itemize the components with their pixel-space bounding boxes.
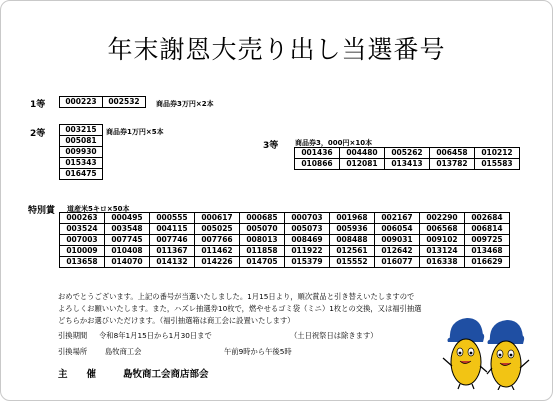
third-prize-table bbox=[294, 147, 520, 170]
winning-number: 010009 bbox=[60, 246, 105, 257]
winning-number: 004480 bbox=[340, 148, 385, 159]
winning-number: 002167 bbox=[375, 213, 420, 224]
second-prize-label: 2等 bbox=[30, 129, 46, 139]
winning-number: 013658 bbox=[60, 257, 105, 268]
special-prize-note: 道産米5キロ×50本 bbox=[67, 205, 130, 213]
winning-number: 016475 bbox=[60, 169, 103, 180]
message-line-1: おめでとうございます。上記の番号が当選いたしました。1月15日より，順次賞品と引き替えいたしますので bbox=[58, 292, 415, 301]
winning-number: 005262 bbox=[385, 148, 430, 159]
number-row bbox=[60, 158, 103, 169]
winning-number: 008469 bbox=[285, 235, 330, 246]
winning-number: 001436 bbox=[295, 148, 340, 159]
winning-number: 016629 bbox=[465, 257, 510, 268]
winning-number: 014132 bbox=[150, 257, 195, 268]
winning-number: 008013 bbox=[240, 235, 285, 246]
number-row bbox=[60, 213, 510, 224]
winning-number: 016338 bbox=[420, 257, 465, 268]
message-line-3: どちらかお選びいただけます。（福引抽選箱は商工会に設置いたします） bbox=[58, 316, 295, 325]
second-prize-table bbox=[59, 124, 103, 180]
message-line-2: よろしくお願いいたします。また，ハズレ抽選券10枚で，燃やせるゴミ袋（ミニ）1枚との交換，又は福引抽選 bbox=[58, 304, 422, 313]
period-label: 引換期間 bbox=[58, 331, 88, 340]
winning-number: 001968 bbox=[330, 213, 375, 224]
winning-number: 003524 bbox=[60, 224, 105, 235]
winning-number: 015552 bbox=[330, 257, 375, 268]
winning-number: 002532 bbox=[103, 97, 146, 108]
place-label: 引換場所 bbox=[58, 347, 88, 356]
winning-number: 015379 bbox=[285, 257, 330, 268]
winning-number: 009031 bbox=[375, 235, 420, 246]
organizer-label: 主 催 bbox=[58, 369, 97, 380]
place-hours: 午前9時から午後5時 bbox=[224, 347, 292, 356]
organizer-value: 島牧商工会商店部会 bbox=[123, 369, 209, 380]
first-prize-note: 商品券3万円×2本 bbox=[156, 100, 214, 108]
winning-number: 000263 bbox=[60, 213, 105, 224]
winning-number: 003215 bbox=[60, 125, 103, 136]
winning-number: 011922 bbox=[285, 246, 330, 257]
winning-number: 012642 bbox=[375, 246, 420, 257]
winning-number: 009725 bbox=[465, 235, 510, 246]
number-row bbox=[60, 246, 510, 257]
winning-number: 013124 bbox=[420, 246, 465, 257]
winning-number: 007746 bbox=[150, 235, 195, 246]
place-value: 島牧商工会 bbox=[105, 347, 142, 356]
number-row bbox=[60, 257, 510, 268]
winning-number: 009102 bbox=[420, 235, 465, 246]
number-row bbox=[60, 147, 103, 158]
winning-number: 005073 bbox=[285, 224, 330, 235]
winning-number: 014226 bbox=[195, 257, 240, 268]
winning-number: 006568 bbox=[420, 224, 465, 235]
winning-number: 006458 bbox=[430, 148, 475, 159]
winning-number: 005936 bbox=[330, 224, 375, 235]
winning-number: 014705 bbox=[240, 257, 285, 268]
winning-number: 003548 bbox=[105, 224, 150, 235]
winning-number: 013413 bbox=[385, 159, 430, 170]
winning-number: 008488 bbox=[330, 235, 375, 246]
winning-number: 006814 bbox=[465, 224, 510, 235]
winning-number: 000685 bbox=[240, 213, 285, 224]
winning-number: 013468 bbox=[465, 246, 510, 257]
number-row bbox=[60, 136, 103, 147]
mascot-left bbox=[443, 318, 487, 389]
winning-number: 005081 bbox=[60, 136, 103, 147]
winning-number: 015343 bbox=[60, 158, 103, 169]
winning-number: 012561 bbox=[330, 246, 375, 257]
winning-number: 012081 bbox=[340, 159, 385, 170]
second-prize-note: 商品券1万円×5本 bbox=[106, 128, 164, 136]
third-prize-label: 3等 bbox=[263, 141, 279, 151]
winning-number: 000555 bbox=[150, 213, 195, 224]
winning-number: 011367 bbox=[150, 246, 195, 257]
winning-number: 000617 bbox=[195, 213, 240, 224]
winning-number: 016077 bbox=[375, 257, 420, 268]
special-prize-table bbox=[59, 212, 510, 268]
winning-number: 007766 bbox=[195, 235, 240, 246]
mascot-right bbox=[487, 320, 529, 390]
period-value: 令和8年1月15日から1月30日まで bbox=[99, 331, 212, 340]
number-row bbox=[60, 97, 146, 108]
number-row bbox=[60, 235, 510, 246]
special-prize-label: 特別賞 bbox=[28, 206, 56, 216]
winning-number: 010408 bbox=[105, 246, 150, 257]
winning-number: 010866 bbox=[295, 159, 340, 170]
number-row bbox=[295, 148, 520, 159]
third-prize-note: 商品券3，000円×10本 bbox=[295, 139, 373, 147]
winning-number: 007003 bbox=[60, 235, 105, 246]
winning-number: 000703 bbox=[285, 213, 330, 224]
period-note: （土日祝祭日は除きます） bbox=[290, 331, 378, 340]
winning-number: 002290 bbox=[420, 213, 465, 224]
first-prize-label: 1等 bbox=[30, 100, 46, 110]
number-row bbox=[60, 169, 103, 180]
winning-number: 002684 bbox=[465, 213, 510, 224]
winning-number: 004115 bbox=[150, 224, 195, 235]
winning-number: 013782 bbox=[430, 159, 475, 170]
number-row bbox=[295, 159, 520, 170]
number-row bbox=[60, 125, 103, 136]
page-title: 年末謝恩大売り出し当選番号 bbox=[107, 35, 446, 64]
first-prize-table bbox=[59, 96, 146, 108]
winning-number: 011858 bbox=[240, 246, 285, 257]
winning-number: 010212 bbox=[475, 148, 520, 159]
winning-number: 000223 bbox=[60, 97, 103, 108]
number-row bbox=[60, 224, 510, 235]
winning-number: 000495 bbox=[105, 213, 150, 224]
winning-number: 014070 bbox=[105, 257, 150, 268]
winning-number: 015583 bbox=[475, 159, 520, 170]
winning-number: 009930 bbox=[60, 147, 103, 158]
winning-number: 007745 bbox=[105, 235, 150, 246]
winning-number: 005070 bbox=[240, 224, 285, 235]
winning-number: 005025 bbox=[195, 224, 240, 235]
winning-number: 006054 bbox=[375, 224, 420, 235]
mascot-characters bbox=[440, 308, 532, 390]
winning-number: 011462 bbox=[195, 246, 240, 257]
